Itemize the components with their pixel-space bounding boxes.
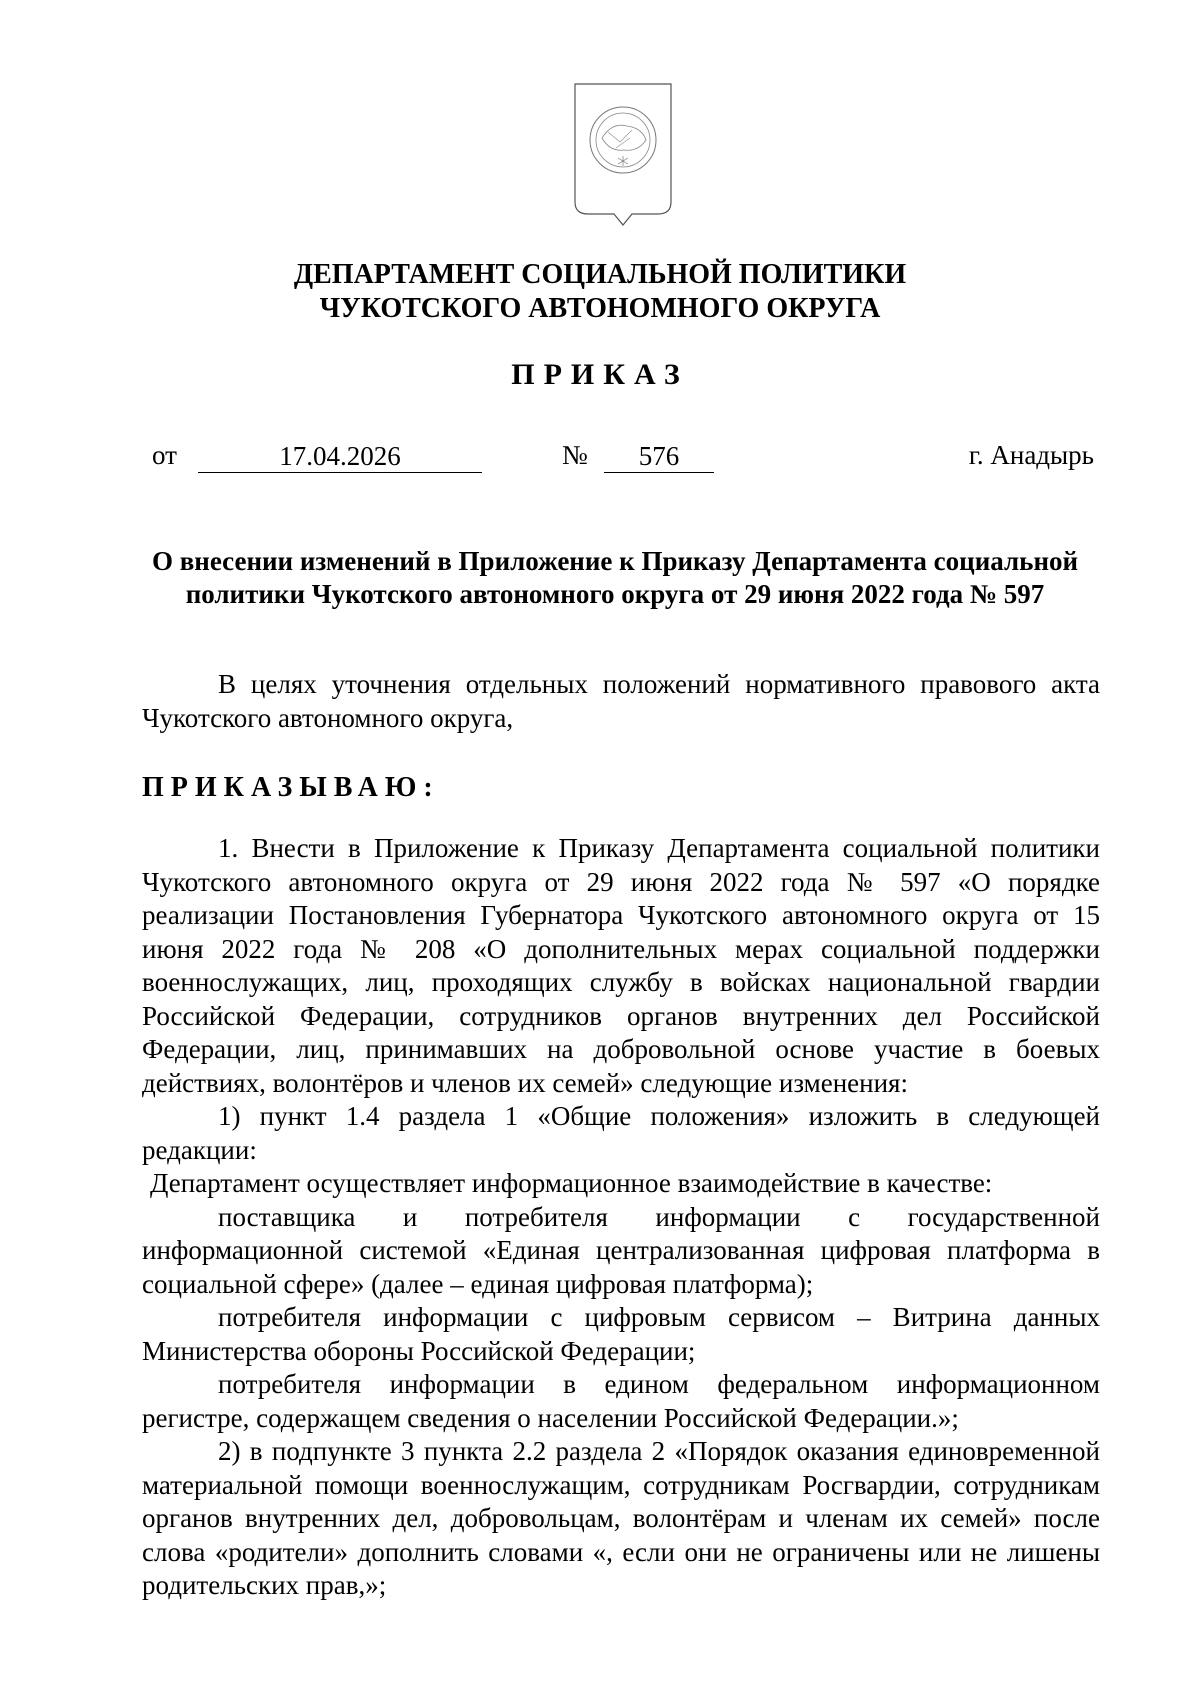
orders-heading: ПРИКАЗЫВАЮ: — [142, 772, 440, 803]
document-subject: О внесении изменений в Приложение к Приказу Департамента социальной политики Чукотского автономного округа от 29 июня 2022 года № 597 — [151, 546, 1079, 609]
document-date: 17.04.2026 — [198, 440, 482, 473]
paragraph-5: потребителя информации с цифровым сервисом – Витрина данных Министерства обороны Российской Федерации; — [142, 1302, 1100, 1366]
coat-of-arms-emblem — [572, 82, 674, 234]
department-name — [120, 258, 1080, 326]
date-prefix: от — [152, 440, 177, 470]
document-number: 576 — [604, 440, 714, 473]
paragraph-6: потребителя информации в едином федеральном информационном регистре, содержащем сведения о населении Российской Федерации.»; — [142, 1369, 1100, 1433]
paragraph-4: поставщика и потребителя информации с государственной информационной системой «Единая централизованная цифровая платформа в социальной сфере» (далее – единая цифровая платформа); — [142, 1201, 1100, 1299]
paragraph-2: 1) пункт 1.4 раздела 1 «Общие положения» изложить в следующей редакции: — [142, 1101, 1100, 1165]
intro-paragraph: В целях уточнения отдельных положений нормативного правового акта Чукотского автономного округа, — [142, 669, 1100, 733]
document-meta-line — [152, 440, 1094, 480]
department-line-2: ЧУКОТСКОГО АВТОНОМНОГО ОКРУГА — [319, 293, 881, 324]
paragraph-1: 1. Внести в Приложение к Приказу Департамента социальной политики Чукотского автономного округа от 29 июня 2022 года № 597 «О порядке реализации Постановления Губернатора Чукотского автономного округа от 15 июня 2022 года № 208 «О дополнительных мерах социальной поддержки военнослужащих, лиц, проходящих службу в войсках национальной гвардии Российской Федерации, сотрудников органов внутренних дел Российской Федерации, лиц, принимавших на добровольной основе участие в боевых действиях, волонтёров и членов их семей» следующие изменения: — [142, 833, 1100, 1098]
city-name: г. Анадырь — [968, 440, 1094, 470]
document-type-title: ПРИКАЗ — [511, 358, 689, 391]
paragraph-3: Департамент осуществляет информационное взаимодействие в качестве: — [150, 1168, 993, 1198]
intro-section — [142, 668, 1100, 735]
number-sign: № — [562, 440, 588, 470]
main-text — [142, 832, 1100, 1603]
department-line-1: ДЕПАРТАМЕНТ СОЦИАЛЬНОЙ ПОЛИТИКИ — [293, 259, 907, 290]
paragraph-7: 2) в подпункте 3 пункта 2.2 раздела 2 «Порядок оказания единовременной материальной помощи военнослужащим, сотрудникам Росгвардии, сотрудникам органов внутренних дел, добровольцам, волонтёрам и членам их семей» после слова «родители» дополнить словами «, если они не ограничены или не лишены родительских прав,»; — [142, 1436, 1100, 1600]
